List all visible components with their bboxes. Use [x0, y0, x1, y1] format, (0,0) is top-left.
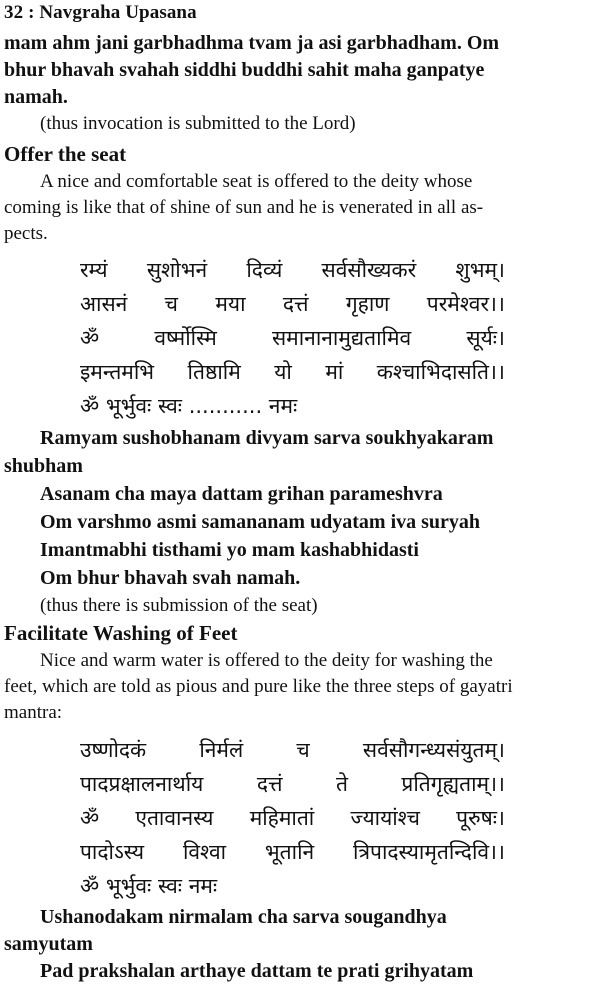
sanskrit-word: ॐ [80, 806, 100, 830]
sanskrit-word: महिमातां [249, 806, 315, 830]
transliteration-line: Imantmabhi tisthami yo mam kashabhidasti [40, 539, 419, 561]
sanskrit-verse-line [80, 324, 505, 352]
book-title: Navgraha Upasana [39, 2, 197, 23]
transliteration-line: Pad prakshalan arthaye dattam te prati grihyatam [40, 960, 474, 982]
sanskrit-word: सुशोभनं [146, 258, 208, 282]
sanskrit-word: सूर्यः। [466, 326, 505, 350]
sanskrit-word: पूरुषः। [456, 806, 505, 830]
transliteration-line: Om varshmo asmi samananam udyatam iva suryah [40, 511, 481, 533]
sanskrit-word: त्रिपादस्यामृतन्दिवि।। [353, 840, 505, 864]
transliteration-line: Ramyam sushobhanam divyam sarva soukhyakaram [40, 427, 494, 449]
sanskrit-word: सर्वसौगन्ध्यसंयुतम्। [362, 738, 505, 762]
sanskrit-word: दिव्यं [246, 258, 283, 282]
sanskrit-word: दत्तं [282, 292, 309, 316]
sanskrit-word: मां [325, 360, 344, 384]
sanskrit-verse-line [80, 804, 505, 832]
description-line: feet, which are told as pious and pure like the three steps of gayatri [4, 676, 513, 697]
sanskrit-word: गृहाण [345, 292, 390, 316]
sanskrit-verse-line [80, 358, 505, 386]
sanskrit-closing-line: ॐ भूर्भुवः स्वः नमः [80, 874, 218, 898]
sanskrit-word: पादोऽस्य [80, 840, 145, 864]
sanskrit-word: आसनं [80, 292, 128, 316]
description-line: pects. [4, 223, 48, 244]
sanskrit-verse-line [80, 736, 505, 764]
sanskrit-word: च [296, 738, 310, 762]
sanskrit-word: यो [274, 360, 292, 384]
description-line: coming is like that of shine of sun and he is venerated in all as- [4, 197, 484, 218]
sanskrit-word: ज्यायांश्च [350, 806, 420, 830]
sanskrit-word: भूतानि [264, 840, 315, 864]
sanskrit-word: तिष्ठामि [187, 360, 241, 384]
sanskrit-word: समानानामुद्यतामिव [271, 326, 412, 350]
sanskrit-word: परमेश्वर।। [426, 292, 505, 316]
description-line: Nice and warm water is offered to the deity for washing the [40, 650, 493, 671]
sanskrit-word: उष्णोदकं [80, 738, 147, 762]
section-note: (thus there is submission of the seat) [40, 595, 318, 616]
header-separator: : [28, 2, 35, 23]
sanskrit-word: एतावानस्य [135, 806, 214, 830]
transliteration-line: Asanam cha maya dattam grihan parameshvra [40, 483, 443, 505]
sanskrit-word: कश्चाभिदासति।। [376, 360, 505, 384]
sanskrit-word: इमन्तमभि [80, 360, 155, 384]
page-header [4, 2, 197, 24]
sanskrit-word: दत्तं [256, 772, 283, 796]
sanskrit-word: ॐ [80, 326, 100, 350]
intro-line: namah. [4, 86, 68, 108]
sanskrit-word: रम्यं [80, 258, 108, 282]
transliteration-line: Om bhur bhavah svah namah. [40, 567, 301, 589]
sanskrit-closing-line: ॐ भूर्भुवः स्वः ........... नमः [80, 394, 298, 418]
section-heading-washing-feet: Facilitate Washing of Feet [4, 621, 238, 645]
sanskrit-word: मया [215, 292, 246, 316]
intro-note: (thus invocation is submitted to the Lord) [40, 113, 356, 134]
intro-line: mam ahm jani garbhadhma tvam ja asi garbhadham. Om [4, 32, 500, 54]
sanskrit-verse-line [80, 838, 505, 866]
transliteration-line: Ushanodakam nirmalam cha sarva sougandhya [40, 906, 447, 928]
description-line: A nice and comfortable seat is offered to the deity whose [40, 171, 473, 192]
section-heading-offer-seat: Offer the seat [4, 142, 127, 166]
description-line: mantra: [4, 702, 63, 723]
sanskrit-word: च [164, 292, 178, 316]
sanskrit-word: सर्वसौख्यकरं [321, 258, 417, 282]
transliteration-line: shubham [4, 455, 83, 477]
sanskrit-word: ते [335, 772, 348, 796]
sanskrit-verse-line [80, 256, 505, 284]
sanskrit-word: निर्मलं [199, 738, 244, 762]
sanskrit-verse-line [80, 770, 505, 798]
transliteration-line: samyutam [4, 933, 93, 955]
sanskrit-word: वर्ष्मोस्मि [154, 326, 217, 350]
sanskrit-word: विश्वा [182, 840, 227, 864]
sanskrit-word: शुभम्। [455, 258, 505, 282]
sanskrit-verse-line [80, 290, 505, 318]
page-number: 32 [4, 2, 24, 23]
intro-line: bhur bhavah svahah siddhi buddhi sahit maha ganpatye [4, 59, 485, 81]
sanskrit-word: पादप्रक्षालनार्थाय [80, 772, 204, 796]
sanskrit-word: प्रतिगृह्यताम्।। [401, 772, 505, 796]
